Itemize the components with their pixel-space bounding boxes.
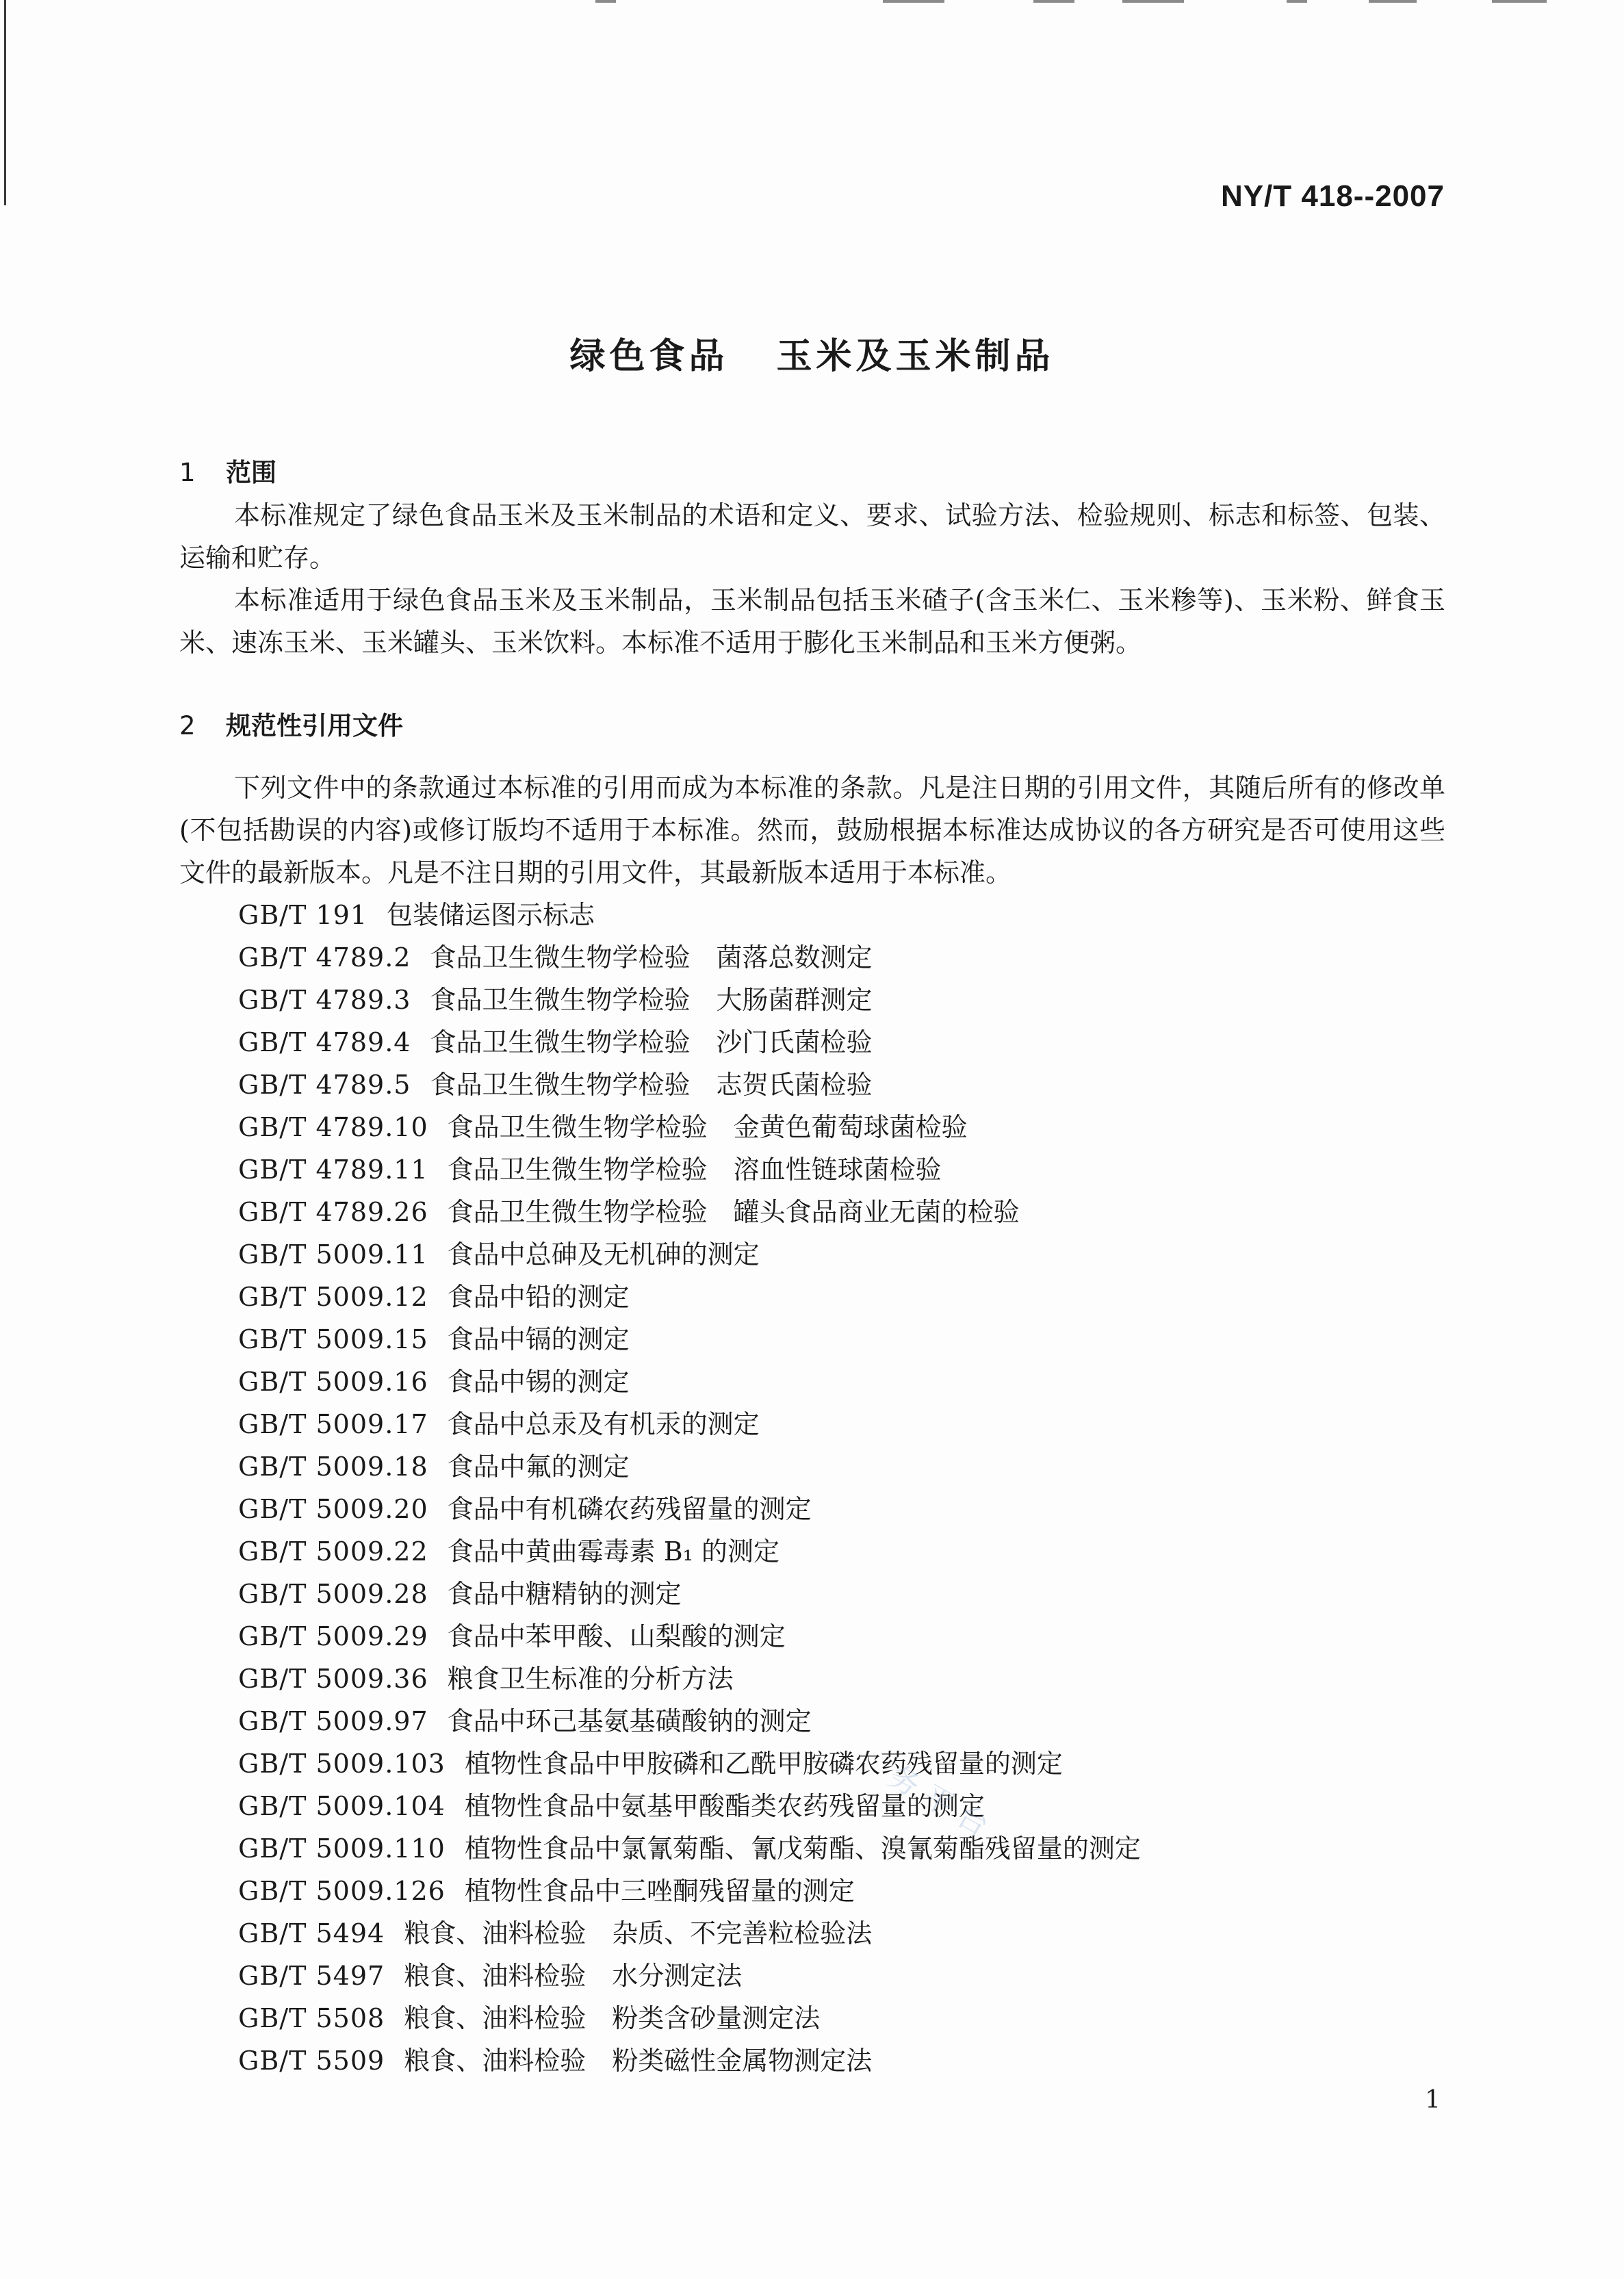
reference-item [238, 1530, 1141, 1573]
reference-item [238, 1785, 1141, 1827]
reference-title: 植物性食品中三唑酮残留量的测定 [464, 1876, 855, 1906]
reference-code: GB/T 5508 [238, 2003, 385, 2033]
section-title: 范围 [226, 458, 276, 487]
reference-code: GB/T 5009.17 [238, 1409, 428, 1439]
reference-title: 食品中环己基氨基磺酸钠的测定 [447, 1706, 812, 1736]
reference-item [238, 1997, 1141, 2039]
reference-title: 食品卫生微生物学检验 菌落总数测定 [430, 942, 873, 973]
reference-item [238, 1573, 1141, 1615]
reference-title: 植物性食品中氨基甲酸酯类农药残留量的测定 [464, 1791, 985, 1821]
reference-title: 食品中氟的测定 [447, 1452, 630, 1482]
reference-item [238, 1700, 1141, 1742]
reference-title: 包装储运图示标志 [387, 900, 595, 930]
section-1-paragraph-1: 本标准规定了绿色食品玉米及玉米制品的术语和定义、要求、试验方法、检验规则、标志和标签、包装、运输和贮存。 [179, 500, 1445, 573]
reference-title: 粮食、油料检验 粉类含砂量测定法 [404, 2003, 821, 2033]
reference-item [238, 1233, 1141, 1276]
scan-artifact [1287, 0, 1307, 3]
section-1-heading [179, 452, 276, 489]
reference-item [238, 1318, 1141, 1361]
reference-title: 食品卫生微生物学检验 大肠菌群测定 [430, 985, 873, 1015]
reference-code: GB/T 5009.20 [238, 1494, 428, 1524]
section-number: 1 [179, 458, 196, 487]
reference-title: 食品卫生微生物学检验 溶血性链球菌检验 [447, 1155, 942, 1185]
reference-title: 食品中镉的测定 [447, 1324, 630, 1354]
reference-code: GB/T 5009.36 [238, 1664, 428, 1694]
reference-code: GB/T 5009.29 [238, 1621, 428, 1651]
reference-item [238, 2039, 1141, 2082]
reference-item [238, 979, 1141, 1021]
standard-code: NY/T 418--2007 [1220, 179, 1445, 213]
reference-item [238, 1742, 1141, 1785]
scan-artifact [1122, 0, 1184, 3]
section-2-intro: 下列文件中的条款通过本标准的引用而成为本标准的条款。凡是注日期的引用文件，其随后所有的修改单(不包括勘误的内容)或修订版均不适用于本标准。然而，鼓励根据本标准达成协议的各方研究是否可使用这些文件的最新版本。凡是不注日期的引用文件，其最新版本适用于本标准。 [179, 773, 1445, 888]
scan-artifact [595, 0, 616, 3]
scan-artifact [1369, 0, 1417, 3]
reference-title: 粮食卫生标准的分析方法 [447, 1664, 734, 1694]
reference-code: GB/T 5497 [238, 1961, 385, 1991]
reference-code: GB/T 5009.97 [238, 1706, 428, 1736]
reference-code: GB/T 5009.28 [238, 1579, 428, 1609]
reference-item [238, 1827, 1141, 1870]
reference-item [238, 1191, 1141, 1233]
reference-title: 食品中总砷及无机砷的测定 [447, 1239, 760, 1270]
reference-code: GB/T 5009.110 [238, 1833, 446, 1864]
reference-title: 食品中有机磷农药残留量的测定 [447, 1494, 812, 1524]
section-number: 2 [179, 711, 196, 741]
reference-code: GB/T 5494 [238, 1918, 385, 1948]
reference-item [238, 894, 1141, 936]
scan-edge-line [4, 0, 6, 205]
reference-code: GB/T 5009.104 [238, 1791, 446, 1821]
reference-title: 粮食、油料检验 水分测定法 [404, 1961, 743, 1991]
reference-code: GB/T 5009.12 [238, 1282, 428, 1312]
reference-item [238, 1276, 1141, 1318]
scan-artifact [1492, 0, 1547, 3]
reference-code: GB/T 5009.103 [238, 1749, 446, 1779]
reference-title: 植物性食品中氯氰菊酯、氰戊菊酯、溴氰菊酯残留量的测定 [464, 1833, 1141, 1864]
watermark: 务平台 [882, 1758, 1003, 1849]
section-title: 规范性引用文件 [226, 711, 403, 741]
title-part-1: 绿色食品 [569, 336, 729, 377]
reference-code: GB/T 4789.5 [238, 1070, 411, 1100]
reference-code: GB/T 5509 [238, 2046, 385, 2076]
section-2-heading [179, 705, 403, 742]
scan-artifact [1033, 0, 1074, 3]
reference-code: GB/T 5009.22 [238, 1536, 428, 1567]
reference-title: 食品卫生微生物学检验 金黄色葡萄球菌检验 [447, 1112, 968, 1142]
reference-item [238, 1658, 1141, 1700]
reference-code: GB/T 4789.26 [238, 1197, 428, 1227]
reference-item [238, 1955, 1141, 1997]
reference-code: GB/T 5009.11 [238, 1239, 428, 1270]
reference-code: GB/T 191 [238, 900, 368, 930]
reference-item [238, 1021, 1141, 1064]
reference-code: GB/T 5009.15 [238, 1324, 428, 1354]
reference-code: GB/T 4789.3 [238, 985, 411, 1015]
reference-title: 食品中铅的测定 [447, 1282, 630, 1312]
reference-title: 食品中锡的测定 [447, 1367, 630, 1397]
section-1-paragraph-2: 本标准适用于绿色食品玉米及玉米制品，玉米制品包括玉米碴子(含玉米仁、玉米糁等)、玉米粉、鲜食玉米、速冻玉米、玉米罐头、玉米饮料。本标准不适用于膨化玉米制品和玉米方便粥。 [179, 585, 1445, 658]
page-number: 1 [1425, 2086, 1441, 2114]
reference-code: GB/T 5009.18 [238, 1452, 428, 1482]
document-title [0, 327, 1624, 378]
title-part-2: 玉米及玉米制品 [776, 336, 1055, 377]
reference-title: 植物性食品中甲胺磷和乙酰甲胺磷农药残留量的测定 [464, 1749, 1063, 1779]
reference-code: GB/T 4789.4 [238, 1027, 411, 1057]
reference-item [238, 1615, 1141, 1658]
reference-item [238, 1361, 1141, 1403]
reference-item [238, 1870, 1141, 1912]
reference-item [238, 1488, 1141, 1530]
reference-code: GB/T 5009.126 [238, 1876, 446, 1906]
reference-title: 食品卫生微生物学检验 沙门氏菌检验 [430, 1027, 873, 1057]
reference-code: GB/T 4789.2 [238, 942, 411, 973]
reference-item [238, 1106, 1141, 1148]
reference-title: 食品中糖精钠的测定 [447, 1579, 682, 1609]
reference-item [238, 936, 1141, 979]
reference-title: 食品中黄曲霉毒素 B₁ 的测定 [447, 1536, 779, 1567]
reference-item [238, 1445, 1141, 1488]
reference-item [238, 1148, 1141, 1191]
reference-item [238, 1403, 1141, 1445]
reference-title: 粮食、油料检验 粉类磁性金属物测定法 [404, 2046, 873, 2076]
reference-item [238, 1064, 1141, 1106]
reference-list [238, 894, 1141, 2082]
reference-title: 食品卫生微生物学检验 志贺氏菌检验 [430, 1070, 873, 1100]
reference-code: GB/T 5009.16 [238, 1367, 428, 1397]
reference-code: GB/T 4789.11 [238, 1155, 428, 1185]
reference-title: 食品中苯甲酸、山梨酸的测定 [447, 1621, 786, 1651]
reference-item [238, 1912, 1141, 1955]
reference-title: 食品中总汞及有机汞的测定 [447, 1409, 760, 1439]
reference-title: 食品卫生微生物学检验 罐头食品商业无菌的检验 [447, 1197, 1020, 1227]
reference-title: 粮食、油料检验 杂质、不完善粒检验法 [404, 1918, 873, 1948]
scan-artifact [883, 0, 944, 3]
reference-code: GB/T 4789.10 [238, 1112, 428, 1142]
